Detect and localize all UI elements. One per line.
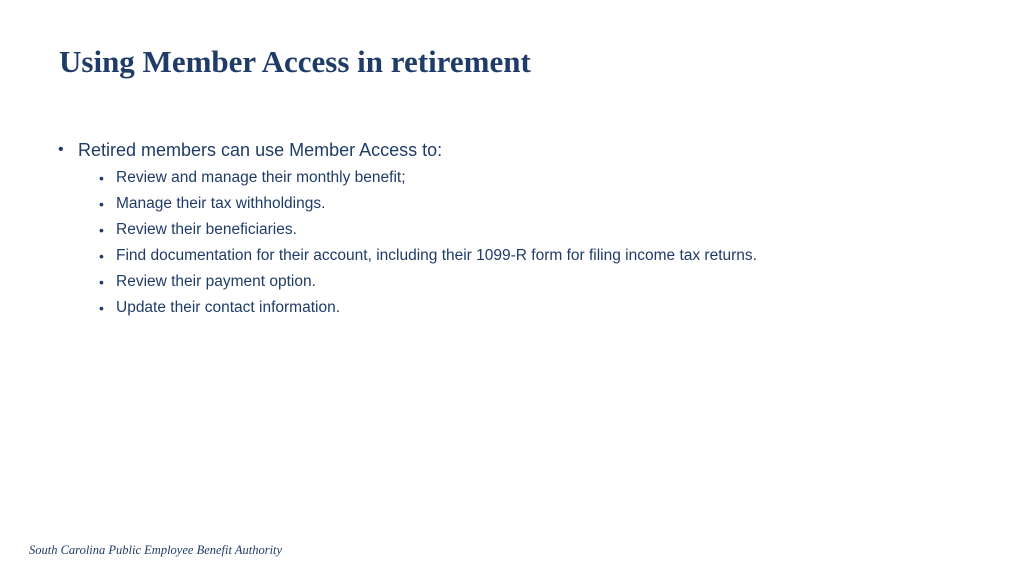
list-item <box>58 269 998 295</box>
list-item-text: Review their payment option. <box>116 273 316 290</box>
bullet-icon: • <box>58 141 64 158</box>
intro-bullet <box>58 137 998 163</box>
bullet-icon: • <box>99 170 104 186</box>
slide-content <box>58 137 998 321</box>
list-item-text: Manage their tax withholdings. <box>116 195 326 212</box>
bullet-icon: • <box>99 248 104 264</box>
list-item <box>58 191 998 217</box>
list-item-text: Review and manage their monthly benefit; <box>116 169 406 186</box>
bullet-icon: • <box>99 196 104 212</box>
list-item <box>58 165 998 191</box>
slide-title: Using Member Access in retirement <box>59 44 531 79</box>
sub-bullet-list <box>58 165 998 321</box>
footer-organization: South Carolina Public Employee Benefit Authority <box>29 543 283 557</box>
list-item <box>58 217 998 243</box>
list-item-text: Update their contact information. <box>116 299 341 316</box>
list-item <box>58 243 998 269</box>
list-item-text: Review their beneficiaries. <box>116 221 297 238</box>
bullet-icon: • <box>99 274 104 290</box>
list-item-text: Find documentation for their account, including their 1099-R form for filing income tax returns. <box>116 247 757 264</box>
list-item <box>58 295 998 321</box>
bullet-icon: • <box>99 300 104 316</box>
bullet-icon: • <box>99 222 104 238</box>
intro-text: Retired members can use Member Access to: <box>78 140 443 160</box>
